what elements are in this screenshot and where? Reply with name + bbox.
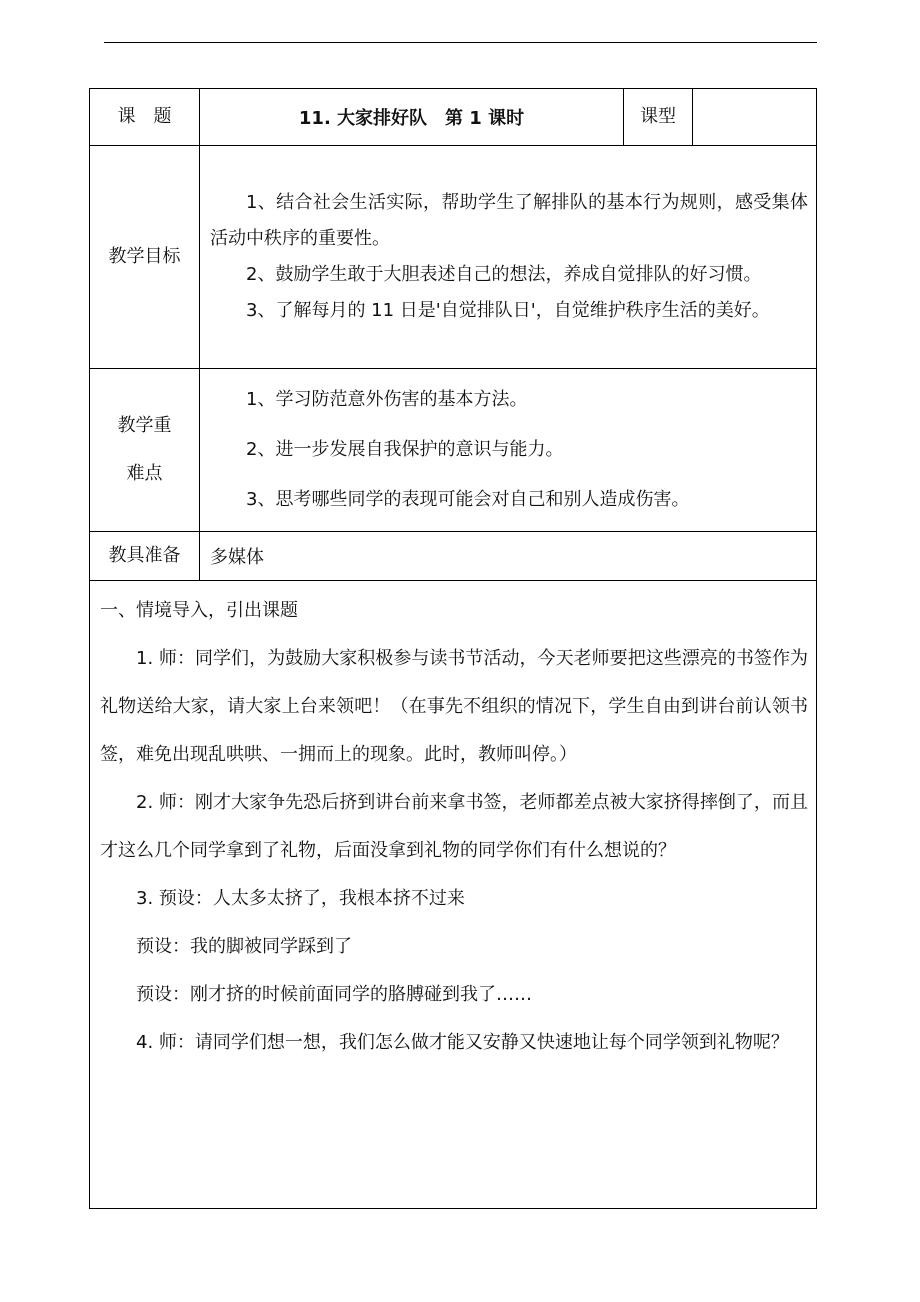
materials-value: 多媒体 — [200, 532, 817, 581]
process-paragraph: 2. 师：刚才大家争先恐后挤到讲台前来拿书签，老师都差点被大家挤得摔倒了，而且才这么几个同学拿到了礼物，后面没拿到礼物的同学你们有什么想说的？ — [100, 792, 808, 861]
lesson-plan-table — [89, 88, 817, 1209]
topic-label: 课 题 — [90, 89, 200, 146]
difficulty-item: 3、思考哪些同学的表现可能会对自己和别人造成伤害。 — [246, 489, 690, 510]
process-paragraph: 预设：我的脚被同学踩到了 — [136, 936, 352, 957]
materials-row — [90, 532, 817, 581]
goals-content — [200, 146, 817, 369]
goal-item: 2、鼓励学生敢于大胆表述自己的想法，养成自觉排队的好习惯。 — [246, 264, 762, 285]
lesson-type-value — [693, 89, 817, 146]
topic-row — [90, 89, 817, 146]
section-heading: 一、情境导入，引出课题 — [100, 600, 298, 621]
difficulty-item: 2、进一步发展自我保护的意识与能力。 — [246, 439, 564, 460]
process-paragraph: 1. 师：同学们，为鼓励大家积极参与读书节活动，今天老师要把这些漂亮的书签作为礼物送给大家，请大家上台来领吧！（在事先不组织的情况下，学生自由到讲台前认领书签，难免出现乱哄哄、一拥而上的现象。此时，教师叫停。） — [100, 648, 808, 765]
difficulty-item: 1、学习防范意外伤害的基本方法。 — [246, 389, 528, 410]
difficulty-label-line1: 教学重 — [117, 415, 172, 436]
goals-row — [90, 146, 817, 369]
difficulty-label-line2: 难点 — [126, 463, 163, 484]
lesson-type-label: 课型 — [624, 89, 693, 146]
difficulty-row — [90, 369, 817, 532]
process-paragraph: 4. 师：请同学们想一想，我们怎么做才能又安静又快速地让每个同学领到礼物呢？ — [136, 1032, 789, 1053]
difficulty-content — [200, 369, 817, 532]
goal-item: 3、了解每月的 11 日是'自觉排队日'，自觉维护秩序生活的美好。 — [246, 300, 770, 321]
difficulty-label — [90, 369, 200, 532]
process-paragraph: 预设：刚才挤的时候前面同学的胳膊碰到我了…… — [136, 984, 532, 1005]
process-content — [90, 581, 817, 1209]
goal-item: 1、结合社会生活实际，帮助学生了解排队的基本行为规则，感受集体活动中秩序的重要性。 — [210, 192, 808, 249]
goals-label: 教学目标 — [90, 146, 200, 369]
header-rule — [104, 42, 817, 43]
process-paragraph: 3. 预设：人太多太挤了，我根本挤不过来 — [136, 888, 465, 909]
process-row — [90, 581, 817, 1209]
materials-label: 教具准备 — [90, 532, 200, 581]
lesson-title: 11. 大家排好队 第 1 课时 — [200, 89, 624, 146]
